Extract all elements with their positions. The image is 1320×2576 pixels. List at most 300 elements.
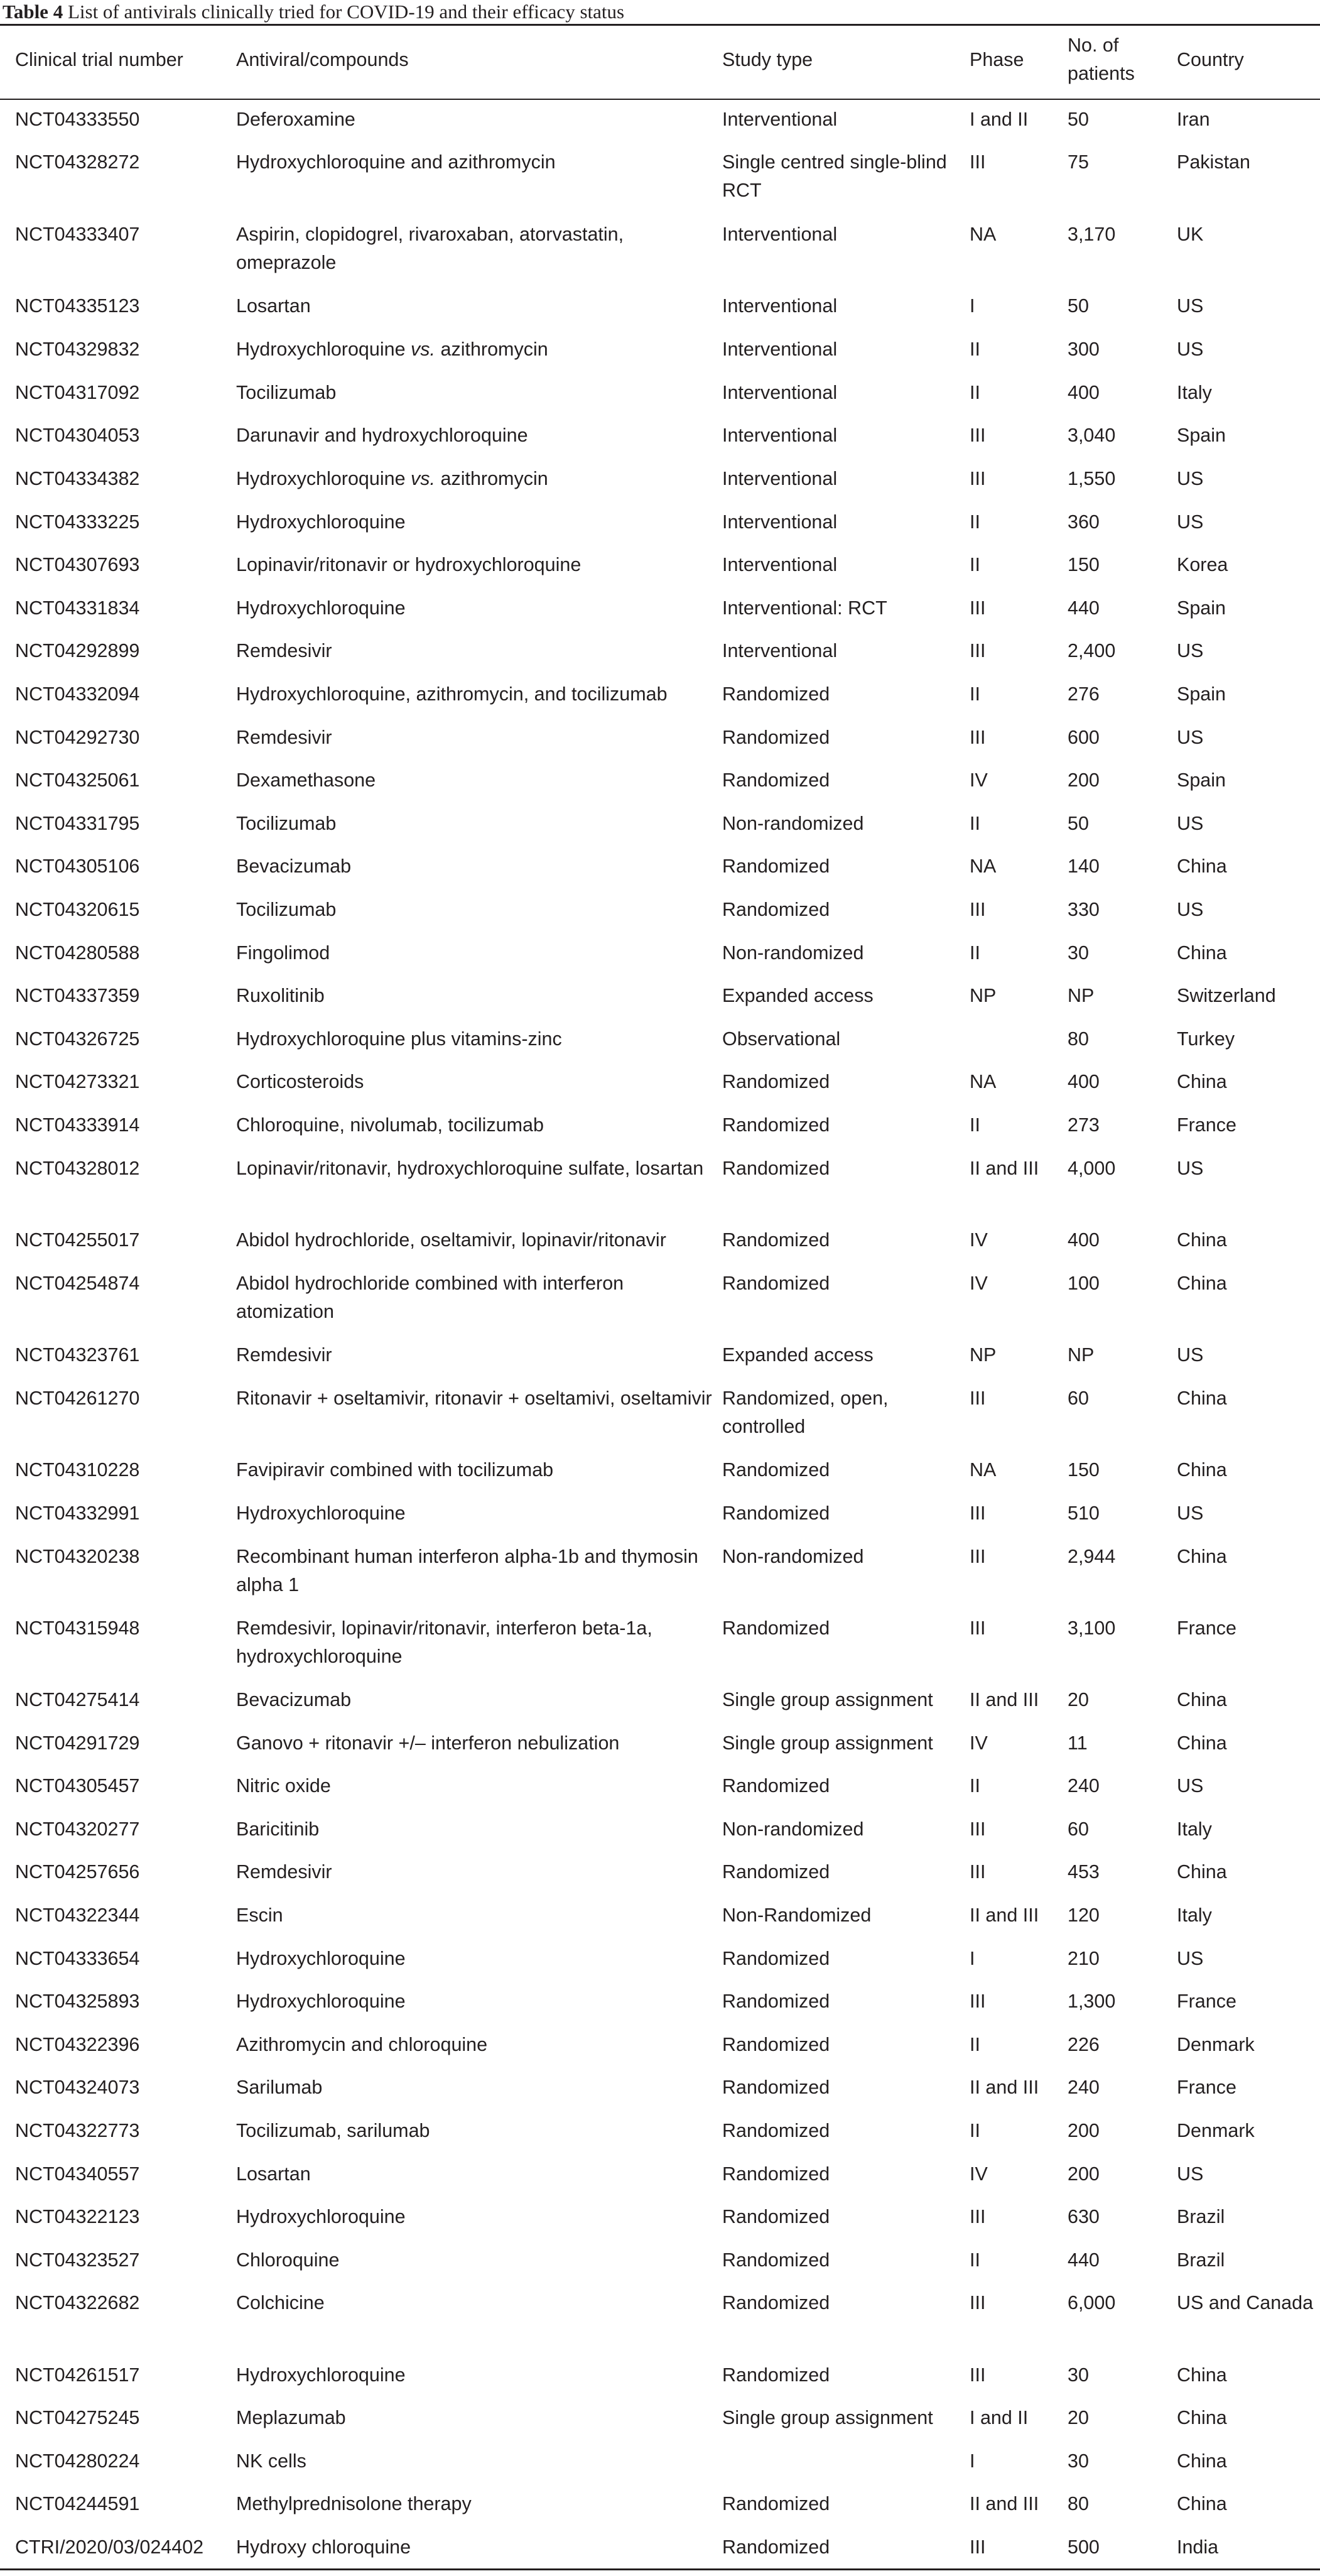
cell-study-type: Interventional (722, 295, 838, 317)
cell-trial-number: NCT04325893 (15, 1991, 140, 2012)
cell-trial-number: NCT04322123 (15, 2206, 140, 2227)
cell-patients: 360 (1068, 511, 1100, 533)
cell-study-type: Randomized (722, 2034, 830, 2055)
cell-study-type: Randomized (722, 1229, 830, 1251)
cell-compounds: Tocilizumab (236, 382, 337, 403)
cell-phase: III (970, 1388, 986, 1409)
cell-compounds: Bevacizumab (236, 856, 352, 877)
cell-compounds: Hydroxychloroquine (236, 1503, 406, 1524)
cell-compounds: Ritonavir + oseltamivir, ritonavir + oseltamivi, oseltamivir (236, 1388, 712, 1409)
cell-study-type: Interventional (722, 382, 838, 403)
cell-country: US (1177, 1158, 1204, 1179)
cell-country: Switzerland (1177, 985, 1276, 1006)
cell-country: Pakistan (1177, 151, 1250, 173)
cell-phase: III (970, 2206, 986, 2227)
cell-phase: III (970, 597, 986, 619)
cell-trial-number: NCT04335123 (15, 295, 140, 317)
cell-study-type: Single group assignment (722, 1689, 933, 1710)
cell-country: China (1177, 2450, 1227, 2472)
cell-trial-number: NCT04280588 (15, 942, 140, 964)
cell-country: US (1177, 1948, 1204, 1969)
cell-patients: 50 (1068, 109, 1089, 130)
cell-patients: 510 (1068, 1503, 1100, 1524)
cell-patients: 1,550 (1068, 468, 1116, 489)
cell-trial-number: NCT04324073 (15, 2077, 140, 2098)
cell-country: Spain (1177, 597, 1226, 619)
cell-patients: 200 (1068, 2120, 1100, 2141)
cell-study-type: Interventional (722, 640, 838, 661)
cell-study-type: Randomized (722, 2493, 830, 2514)
cell-compounds: Meplazumab (236, 2407, 346, 2428)
cell-patients: 630 (1068, 2206, 1100, 2227)
cell-phase: II (970, 1775, 980, 1796)
cell-compounds: Hydroxychloroquine vs. azithromycin (236, 468, 548, 489)
cell-phase: I (970, 1948, 975, 1969)
cell-patients: 60 (1068, 1818, 1089, 1840)
cell-trial-number: NCT04332991 (15, 1503, 140, 1524)
cell-country: China (1177, 2364, 1227, 2386)
cell-trial-number: NCT04280224 (15, 2450, 140, 2472)
cell-trial-number: NCT04331834 (15, 597, 140, 619)
cell-trial-number: NCT04334382 (15, 468, 140, 489)
cell-phase: NP (970, 1344, 997, 1366)
cell-trial-number: NCT04332094 (15, 683, 140, 705)
cell-trial-number: NCT04275245 (15, 2407, 140, 2428)
cell-trial-number: NCT04310228 (15, 1459, 140, 1481)
cell-phase: III (970, 2292, 986, 2313)
cell-country: Italy (1177, 1818, 1212, 1840)
cell-patients: 30 (1068, 2364, 1089, 2386)
cell-patients: 50 (1068, 295, 1089, 317)
cell-study-type: Interventional (722, 339, 838, 360)
cell-phase: IV (970, 1273, 988, 1294)
cell-compounds: Hydroxychloroquine (236, 1991, 406, 2012)
cell-compounds: Remdesivir (236, 1861, 332, 1883)
cell-phase: III (970, 899, 986, 920)
cell-trial-number: NCT04320615 (15, 899, 140, 920)
cell-trial-number: NCT04257656 (15, 1861, 140, 1883)
cell-compounds: Hydroxychloroquine (236, 511, 406, 533)
cell-phase: II (970, 2249, 980, 2271)
cell-phase: NA (970, 224, 997, 245)
cell-compounds: Hydroxychloroquine and azithromycin (236, 151, 556, 173)
cell-study-type: Single centred single-blind RCT (722, 151, 947, 201)
header-study-type: Study type (722, 49, 813, 70)
cell-phase: II (970, 511, 980, 533)
cell-compounds: Fingolimod (236, 942, 330, 964)
cell-patients: 75 (1068, 151, 1089, 173)
cell-country: Denmark (1177, 2034, 1255, 2055)
cell-study-type: Randomized (722, 1459, 830, 1481)
cell-study-type: Randomized (722, 1861, 830, 1883)
cell-patients: 453 (1068, 1861, 1100, 1883)
cell-patients: 60 (1068, 1388, 1089, 1409)
cell-country: US (1177, 1344, 1204, 1366)
cell-country: US (1177, 1775, 1204, 1796)
cell-phase: II and III (970, 2493, 1039, 2514)
cell-compounds: Bevacizumab (236, 1689, 352, 1710)
table-caption-text: List of antivirals clinically tried for COVID-19 and their efficacy status (67, 1, 625, 23)
cell-compounds: Chloroquine, nivolumab, tocilizumab (236, 1114, 544, 1136)
cell-country: China (1177, 942, 1227, 964)
cell-trial-number: NCT04261517 (15, 2364, 140, 2386)
cell-study-type: Randomized (722, 2077, 830, 2098)
cell-patients: 50 (1068, 813, 1089, 834)
cell-trial-number: NCT04323527 (15, 2249, 140, 2271)
cell-compounds: Lopinavir/ritonavir or hydroxychloroquine (236, 554, 582, 575)
cell-phase: III (970, 1617, 986, 1639)
cell-trial-number: NCT04291729 (15, 1732, 140, 1754)
cell-country: Iran (1177, 109, 1210, 130)
cell-study-type: Interventional (722, 511, 838, 533)
cell-patients: 276 (1068, 683, 1100, 705)
cell-country: China (1177, 1732, 1227, 1754)
cell-country: US and Canada (1177, 2292, 1314, 2313)
cell-trial-number: NCT04328012 (15, 1158, 140, 1179)
cell-phase: III (970, 1546, 986, 1567)
cell-study-type: Randomized, open, controlled (722, 1388, 889, 1437)
cell-phase: IV (970, 2163, 988, 2185)
cell-trial-number: NCT04304053 (15, 425, 140, 446)
cell-patients: 3,100 (1068, 1617, 1116, 1639)
table-bottom-rule (0, 2568, 1320, 2570)
cell-country: China (1177, 1861, 1227, 1883)
cell-compounds: Hydroxychloroquine, azithromycin, and tocilizumab (236, 683, 668, 705)
cell-patients: 210 (1068, 1948, 1100, 1969)
cell-phase: III (970, 1991, 986, 2012)
cell-country: China (1177, 1273, 1227, 1294)
cell-country: China (1177, 1071, 1227, 1092)
cell-study-type: Non-randomized (722, 1546, 864, 1567)
cell-study-type: Expanded access (722, 985, 874, 1006)
cell-patients: 500 (1068, 2536, 1100, 2558)
cell-compounds: Escin (236, 1905, 283, 1926)
cell-country: Korea (1177, 554, 1228, 575)
cell-country: Brazil (1177, 2206, 1225, 2227)
cell-study-type: Non-randomized (722, 942, 864, 964)
cell-country: US (1177, 899, 1204, 920)
cell-phase: II (970, 683, 980, 705)
cell-patients: 3,170 (1068, 224, 1116, 245)
cell-patients: 400 (1068, 1229, 1100, 1251)
cell-compounds: Hydroxy chloroquine (236, 2536, 411, 2558)
cell-country: China (1177, 1459, 1227, 1481)
cell-country: Spain (1177, 683, 1226, 705)
cell-compounds: Azithromycin and chloroquine (236, 2034, 488, 2055)
cell-compounds: Ruxolitinib (236, 985, 325, 1006)
cell-patients: NP (1068, 1344, 1095, 1366)
cell-compounds: Methylprednisolone therapy (236, 2493, 472, 2514)
table-caption (3, 1, 1315, 23)
cell-country: US (1177, 339, 1204, 360)
cell-country: US (1177, 511, 1204, 533)
cell-study-type: Randomized (722, 1273, 830, 1294)
cell-country: France (1177, 1991, 1236, 2012)
cell-compounds: Losartan (236, 2163, 311, 2185)
cell-patients: 20 (1068, 1689, 1089, 1710)
cell-patients: 240 (1068, 2077, 1100, 2098)
header-patients: No. of patients (1068, 35, 1135, 84)
cell-phase: NP (970, 985, 997, 1006)
cell-patients: 400 (1068, 382, 1100, 403)
cell-phase: II (970, 554, 980, 575)
cell-country: China (1177, 2493, 1227, 2514)
cell-patients: 330 (1068, 899, 1100, 920)
cell-patients: 200 (1068, 769, 1100, 791)
cell-phase: I (970, 2450, 975, 2472)
cell-compounds: Hydroxychloroquine (236, 2364, 406, 2386)
cell-compounds: Recombinant human interferon alpha-1b and thymosin alpha 1 (236, 1546, 698, 1595)
cell-patients: 20 (1068, 2407, 1089, 2428)
cell-phase: III (970, 2536, 986, 2558)
cell-compounds: Tocilizumab, sarilumab (236, 2120, 430, 2141)
cell-phase: IV (970, 1732, 988, 1754)
cell-phase: II (970, 1114, 980, 1136)
cell-study-type: Randomized (722, 2206, 830, 2227)
cell-compounds: Colchicine (236, 2292, 325, 2313)
cell-patients: 200 (1068, 2163, 1100, 2185)
cell-compounds: Remdesivir (236, 727, 332, 748)
cell-country: Denmark (1177, 2120, 1255, 2141)
cell-compounds: Remdesivir, lopinavir/ritonavir, interferon beta-1a, hydroxychloroquine (236, 1617, 652, 1667)
cell-phase: III (970, 2364, 986, 2386)
cell-study-type: Randomized (722, 1948, 830, 1969)
cell-trial-number: NCT04333407 (15, 224, 140, 245)
cell-trial-number: NCT04292730 (15, 727, 140, 748)
cell-phase: III (970, 1503, 986, 1524)
cell-compounds: Hydroxychloroquine plus vitamins-zinc (236, 1028, 562, 1050)
cell-country: US (1177, 727, 1204, 748)
cell-trial-number: NCT04323761 (15, 1344, 140, 1366)
cell-compounds: NK cells (236, 2450, 306, 2472)
cell-phase: I and II (970, 2407, 1029, 2428)
header-compounds: Antiviral/compounds (236, 49, 409, 70)
cell-study-type: Randomized (722, 1775, 830, 1796)
cell-phase: IV (970, 769, 988, 791)
cell-phase: II (970, 382, 980, 403)
cell-study-type: Randomized (722, 1114, 830, 1136)
cell-country: China (1177, 2407, 1227, 2428)
cell-trial-number: NCT04307693 (15, 554, 140, 575)
cell-country: France (1177, 1114, 1236, 1136)
cell-study-type: Randomized (722, 2163, 830, 2185)
cell-compounds: Chloroquine (236, 2249, 340, 2271)
cell-country: China (1177, 1388, 1227, 1409)
cell-trial-number: NCT04340557 (15, 2163, 140, 2185)
cell-country: China (1177, 1546, 1227, 1567)
cell-patients: 120 (1068, 1905, 1100, 1926)
cell-country: France (1177, 1617, 1236, 1639)
cell-compounds: Dexamethasone (236, 769, 376, 791)
cell-compounds: Lopinavir/ritonavir, hydroxychloroquine sulfate, losartan (236, 1158, 704, 1179)
cell-compounds: Corticosteroids (236, 1071, 364, 1092)
cell-compounds: Favipiravir combined with tocilizumab (236, 1459, 554, 1481)
cell-country: India (1177, 2536, 1219, 2558)
cell-trial-number: NCT04305106 (15, 856, 140, 877)
cell-phase: I (970, 295, 975, 317)
cell-compounds: Hydroxychloroquine (236, 1948, 406, 1969)
cell-patients: 11 (1068, 1732, 1088, 1754)
cell-trial-number: NCT04333225 (15, 511, 140, 533)
cell-phase: III (970, 425, 986, 446)
cell-patients: 150 (1068, 554, 1100, 575)
cell-patients: 100 (1068, 1273, 1100, 1294)
cell-compounds: Baricitinib (236, 1818, 320, 1840)
cell-compounds: Darunavir and hydroxychloroquine (236, 425, 528, 446)
cell-trial-number: NCT04333550 (15, 109, 140, 130)
cell-patients: 2,944 (1068, 1546, 1116, 1567)
cell-trial-number: NCT04315948 (15, 1617, 140, 1639)
cell-study-type: Interventional (722, 554, 838, 575)
cell-country: China (1177, 856, 1227, 877)
cell-compounds: Tocilizumab (236, 899, 337, 920)
cell-trial-number: NCT04275414 (15, 1689, 140, 1710)
cell-phase: II and III (970, 1905, 1039, 1926)
cell-phase: II and III (970, 2077, 1039, 2098)
cell-compounds: Abidol hydrochloride, oseltamivir, lopinavir/ritonavir (236, 1229, 666, 1251)
cell-phase: II and III (970, 1689, 1039, 1710)
cell-phase: II (970, 339, 980, 360)
cell-compounds: Nitric oxide (236, 1775, 331, 1796)
cell-study-type: Non-randomized (722, 813, 864, 834)
cell-compounds: Abidol hydrochloride combined with interferon atomization (236, 1273, 624, 1322)
cell-compounds: Aspirin, clopidogrel, rivaroxaban, atorvastatin, omeprazole (236, 224, 624, 273)
cell-compounds: Hydroxychloroquine (236, 597, 406, 619)
cell-study-type: Expanded access (722, 1344, 874, 1366)
cell-compounds: Remdesivir (236, 1344, 332, 1366)
cell-trial-number: NCT04292899 (15, 640, 140, 661)
cell-patients: 600 (1068, 727, 1100, 748)
cell-compounds: Sarilumab (236, 2077, 323, 2098)
cell-study-type: Randomized (722, 899, 830, 920)
cell-study-type: Randomized (722, 727, 830, 748)
cell-study-type: Observational (722, 1028, 841, 1050)
cell-country: Brazil (1177, 2249, 1225, 2271)
cell-phase: II (970, 813, 980, 834)
cell-study-type: Randomized (722, 2292, 830, 2313)
cell-trial-number: NCT04273321 (15, 1071, 140, 1092)
cell-study-type: Randomized (722, 2120, 830, 2141)
header-trial-number: Clinical trial number (15, 49, 183, 70)
cell-compounds: Hydroxychloroquine (236, 2206, 406, 2227)
cell-phase: NA (970, 1459, 997, 1481)
cell-country: US (1177, 295, 1204, 317)
cell-country: US (1177, 813, 1204, 834)
cell-phase: NA (970, 1071, 997, 1092)
cell-study-type: Non-Randomized (722, 1905, 872, 1926)
cell-country: Italy (1177, 382, 1212, 403)
cell-country: China (1177, 1689, 1227, 1710)
cell-trial-number: NCT04325061 (15, 769, 140, 791)
cell-patients: 6,000 (1068, 2292, 1116, 2313)
cell-patients: 273 (1068, 1114, 1100, 1136)
cell-country: Spain (1177, 769, 1226, 791)
cell-trial-number: NCT04322344 (15, 1905, 140, 1926)
cell-trial-number: NCT04326725 (15, 1028, 140, 1050)
cell-patients: 30 (1068, 942, 1089, 964)
cell-compounds: Ganovo + ritonavir +/– interferon nebulization (236, 1732, 620, 1754)
cell-study-type: Interventional (722, 109, 838, 130)
header-country: Country (1177, 49, 1244, 70)
cell-country: US (1177, 2163, 1204, 2185)
cell-trial-number: NCT04333914 (15, 1114, 140, 1136)
cell-study-type: Interventional (722, 468, 838, 489)
cell-study-type: Single group assignment (722, 1732, 933, 1754)
cell-trial-number: NCT04328272 (15, 151, 140, 173)
cell-study-type: Randomized (722, 769, 830, 791)
cell-country: France (1177, 2077, 1236, 2098)
cell-phase: III (970, 468, 986, 489)
cell-country: UK (1177, 224, 1204, 245)
cell-study-type: Randomized (722, 2364, 830, 2386)
cell-phase: II (970, 942, 980, 964)
cell-phase: II (970, 2034, 980, 2055)
cell-patients: 240 (1068, 1775, 1100, 1796)
cell-trial-number: NCT04305457 (15, 1775, 140, 1796)
cell-country: Spain (1177, 425, 1226, 446)
cell-patients: 226 (1068, 2034, 1100, 2055)
cell-study-type: Randomized (722, 2249, 830, 2271)
cell-trial-number: NCT04331795 (15, 813, 140, 834)
cell-phase: IV (970, 1229, 988, 1251)
cell-trial-number: NCT04337359 (15, 985, 140, 1006)
cell-study-type: Randomized (722, 1071, 830, 1092)
cell-patients: 4,000 (1068, 1158, 1116, 1179)
cell-study-type: Interventional (722, 425, 838, 446)
cell-country: Italy (1177, 1905, 1212, 1926)
cell-country: US (1177, 1503, 1204, 1524)
header-rule (0, 99, 1320, 100)
cell-patients: 3,040 (1068, 425, 1116, 446)
cell-phase: III (970, 727, 986, 748)
cell-trial-number: NCT04255017 (15, 1229, 140, 1251)
cell-patients: 440 (1068, 597, 1100, 619)
cell-study-type: Randomized (722, 1158, 830, 1179)
cell-trial-number: NCT04322682 (15, 2292, 140, 2313)
table-top-rule (0, 24, 1320, 26)
cell-study-type: Interventional (722, 224, 838, 245)
cell-phase: III (970, 1818, 986, 1840)
cell-patients: 140 (1068, 856, 1100, 877)
cell-trial-number: NCT04254874 (15, 1273, 140, 1294)
cell-phase: III (970, 151, 986, 173)
cell-country: China (1177, 1229, 1227, 1251)
cell-trial-number: NCT04261270 (15, 1388, 140, 1409)
cell-study-type: Non-randomized (722, 1818, 864, 1840)
cell-patients: 300 (1068, 339, 1100, 360)
cell-compounds: Losartan (236, 295, 311, 317)
cell-study-type: Randomized (722, 856, 830, 877)
cell-study-type: Single group assignment (722, 2407, 933, 2428)
cell-trial-number: NCT04333654 (15, 1948, 140, 1969)
cell-phase: II (970, 2120, 980, 2141)
cell-phase: III (970, 1861, 986, 1883)
cell-compounds: Remdesivir (236, 640, 332, 661)
cell-country: US (1177, 640, 1204, 661)
cell-compounds: Deferoxamine (236, 109, 355, 130)
cell-patients: 80 (1068, 1028, 1089, 1050)
cell-study-type: Randomized (722, 1503, 830, 1524)
cell-phase: NA (970, 856, 997, 877)
cell-compounds: Hydroxychloroquine vs. azithromycin (236, 339, 548, 360)
cell-trial-number: NCT04317092 (15, 382, 140, 403)
cell-patients: 150 (1068, 1459, 1100, 1481)
cell-phase: III (970, 640, 986, 661)
cell-trial-number: NCT04244591 (15, 2493, 140, 2514)
cell-country: US (1177, 468, 1204, 489)
cell-study-type: Randomized (722, 1991, 830, 2012)
cell-compounds: Tocilizumab (236, 813, 337, 834)
